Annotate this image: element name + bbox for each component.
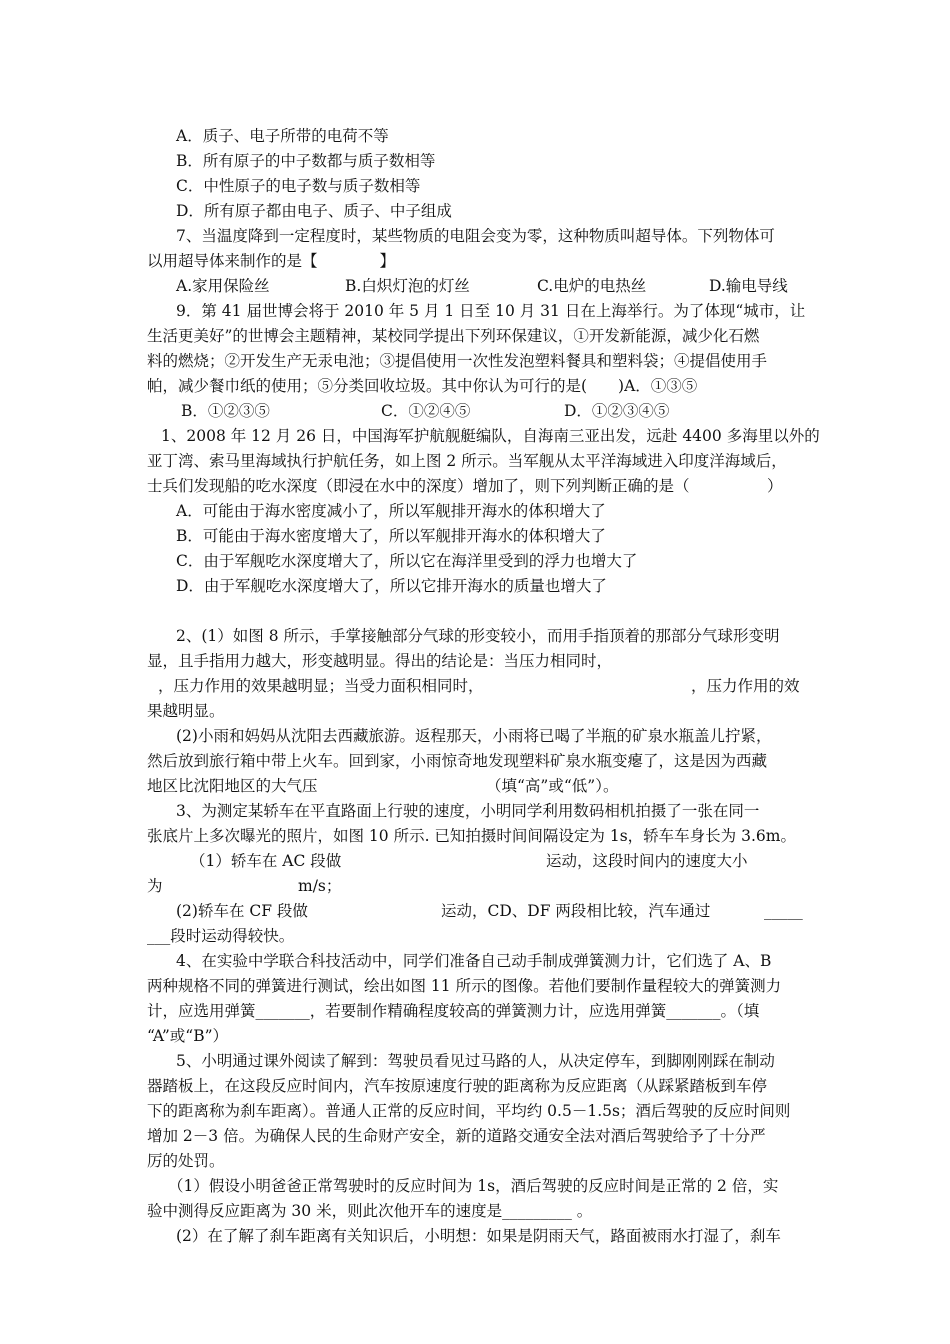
question-2-text: ，压力作用的效果越明显；当受力面积相同时， — [158, 677, 484, 695]
option-1a: A．可能由于海水密度减小了，所以军舰排开海水的体积增大了 — [176, 502, 606, 520]
option-1d: D．由于军舰吃水深度增大了，所以它排开海水的质量也增大了 — [176, 577, 607, 595]
question-3-part2: ___段时运动得较快。 — [147, 927, 295, 945]
question-4-text: 计，应选用弹簧_______，若要制作精确程度较高的弹簧测力计，应选用弹簧_______。（填 — [147, 1002, 760, 1020]
question-3-text: 张底片上多次曝光的照片，如图 10 所示. 已知拍摄时间间隔设定为 1s，轿车车身长为 3.6m。 — [147, 827, 796, 845]
question-3-part2: _____ — [764, 902, 803, 920]
option-1c: C．由于军舰吃水深度增大了，所以它在海洋里受到的浮力也增大了 — [176, 552, 638, 570]
question-2-text: 果越明显。 — [147, 702, 225, 720]
question-5-text: 增加 2－3 倍。为确保人民的生命财产安全，新的道路交通安全法对酒后驾驶给予了十分严 — [147, 1127, 766, 1145]
option-7c: C.电炉的电热丝 — [537, 277, 647, 295]
option-9b: B．①②③⑤ — [181, 402, 270, 420]
question-3-part1: 为 — [147, 877, 163, 895]
option-9d: D．①②③④⑤ — [564, 402, 670, 420]
question-4-text: 两种规格不同的弹簧进行测试，绘出如图 11 所示的图像。若他们要制作量程较大的弹簧测力 — [147, 977, 782, 995]
question-2-part2-text: 地区比沈阳地区的大气压 — [147, 777, 318, 795]
question-2-part2-text: 然后放到旅行箱中带上火车。回到家，小雨惊奇地发现塑料矿泉水瓶变瘪了，这是因为西藏 — [147, 752, 768, 770]
question-1-text: 亚丁湾、索马里海域执行护航任务，如上图 2 所示。当军舰从太平洋海域进入印度洋海域后， — [147, 452, 787, 470]
question-9-text: 料的燃烧；②开发生产无汞电池；③提倡使用一次性发泡塑料餐具和塑料袋；④提倡使用手 — [147, 352, 768, 370]
question-3-part1: （1）轿车在 AC 段做 — [190, 852, 342, 870]
question-4-text: 4、在实验中学联合科技活动中，同学们准备自己动手制成弹簧测力计，它们选了 A、B — [176, 952, 772, 970]
question-9-text: 生活更美好”的世博会主题精神，某校同学提出下列环保建议，①开发新能源，减少化石燃 — [147, 327, 760, 345]
option-6b: B．所有原子的中子数都与质子数相等 — [176, 152, 436, 170]
question-9-text: 9．第 41 届世博会将于 2010 年 5 月 1 日至 10 月 31 日在上海举行。为了体现“城市，让 — [176, 302, 806, 320]
question-3-text: 3、为测定某轿车在平直路面上行驶的速度，小明同学利用数码相机拍摄了一张在同一 — [176, 802, 760, 820]
question-7-text: 7、当温度降到一定程度时，某些物质的电阻会变为零，这种物质叫超导体。下列物体可 — [176, 227, 775, 245]
question-5-part1: 验中测得反应距离为 30 米，则此次他开车的速度是_________ 。 — [147, 1202, 593, 1220]
question-2-part2-text: (2)小雨和妈妈从沈阳去西藏旅游。返程那天，小雨将已喝了半瓶的矿泉水瓶盖儿拧紧， — [176, 727, 772, 745]
question-5-text: 厉的处罚。 — [147, 1152, 225, 1170]
option-7a: A.家用保险丝 — [176, 277, 270, 295]
question-2-text: 显，且手指用力越大，形变越明显。得出的结论是：当压力相同时， — [147, 652, 613, 670]
question-1-text: 士兵们发现船的吃水深度（即浸在水中的深度）增加了，则下列判断正确的是（ ） — [147, 477, 783, 495]
question-7-text: 以用超导体来制作的是【 】 — [147, 252, 396, 270]
question-1-text: 1、2008 年 12 月 26 日，中国海军护航舰艇编队，自海南三亚出发，远赴 4400 多海里以外的 — [161, 427, 820, 445]
question-5-text: 器踏板上，在这段反应时间内，汽车按原速度行驶的距离称为反应距离（从踩紧踏板到车停 — [147, 1077, 768, 1095]
question-3-part1: m/s； — [298, 877, 342, 895]
question-9-text: 帕，减少餐巾纸的使用；⑤分类回收垃圾。其中你认为可行的是( )A．①③⑤ — [147, 377, 698, 395]
question-5-text: 下的距离称为刹车距离）。普通人正常的反应时间，平均约 0.5－1.5s；酒后驾驶的反应时间则 — [147, 1102, 791, 1120]
option-7d: D.输电导线 — [709, 277, 788, 295]
question-2-text: 2、(1）如图 8 所示，手掌接触部分气球的形变较小，而用手指顶着的那部分气球形变明 — [176, 627, 780, 645]
question-3-part2: 运动，CD、DF 两段相比较，汽车通过 — [441, 902, 711, 920]
question-5-part2: (2）在了解了刹车距离有关知识后，小明想：如果是阴雨天气，路面被雨水打湿了，刹车 — [176, 1227, 781, 1245]
question-3-part1: 运动，这段时间内的速度大小 — [546, 852, 748, 870]
question-4-text: “A”或“B”） — [147, 1027, 229, 1045]
option-7b: B.白炽灯泡的灯丝 — [345, 277, 470, 295]
question-3-part2: (2)轿车在 CF 段做 — [176, 902, 308, 920]
option-1b: B．可能由于海水密度增大了，所以军舰排开海水的体积增大了 — [176, 527, 606, 545]
question-2-text: ，压力作用的效 — [691, 677, 800, 695]
option-6c: C．中性原子的电子数与质子数相等 — [176, 177, 421, 195]
question-2-part2-text: （填“高”或“低”）。 — [486, 777, 619, 795]
question-5-part1: （1）假设小明爸爸正常驾驶时的反应时间为 1s，酒后驾驶的反应时间是正常的 2 倍，实 — [168, 1177, 779, 1195]
option-6a: A．质子、电子所带的电荷不等 — [176, 127, 389, 145]
question-5-text: 5、小明通过课外阅读了解到：驾驶员看见过马路的人，从决定停车，到脚刚刚踩在制动 — [176, 1052, 775, 1070]
option-9c: C．①②④⑤ — [381, 402, 471, 420]
option-6d: D．所有原子都由电子、质子、中子组成 — [176, 202, 452, 220]
